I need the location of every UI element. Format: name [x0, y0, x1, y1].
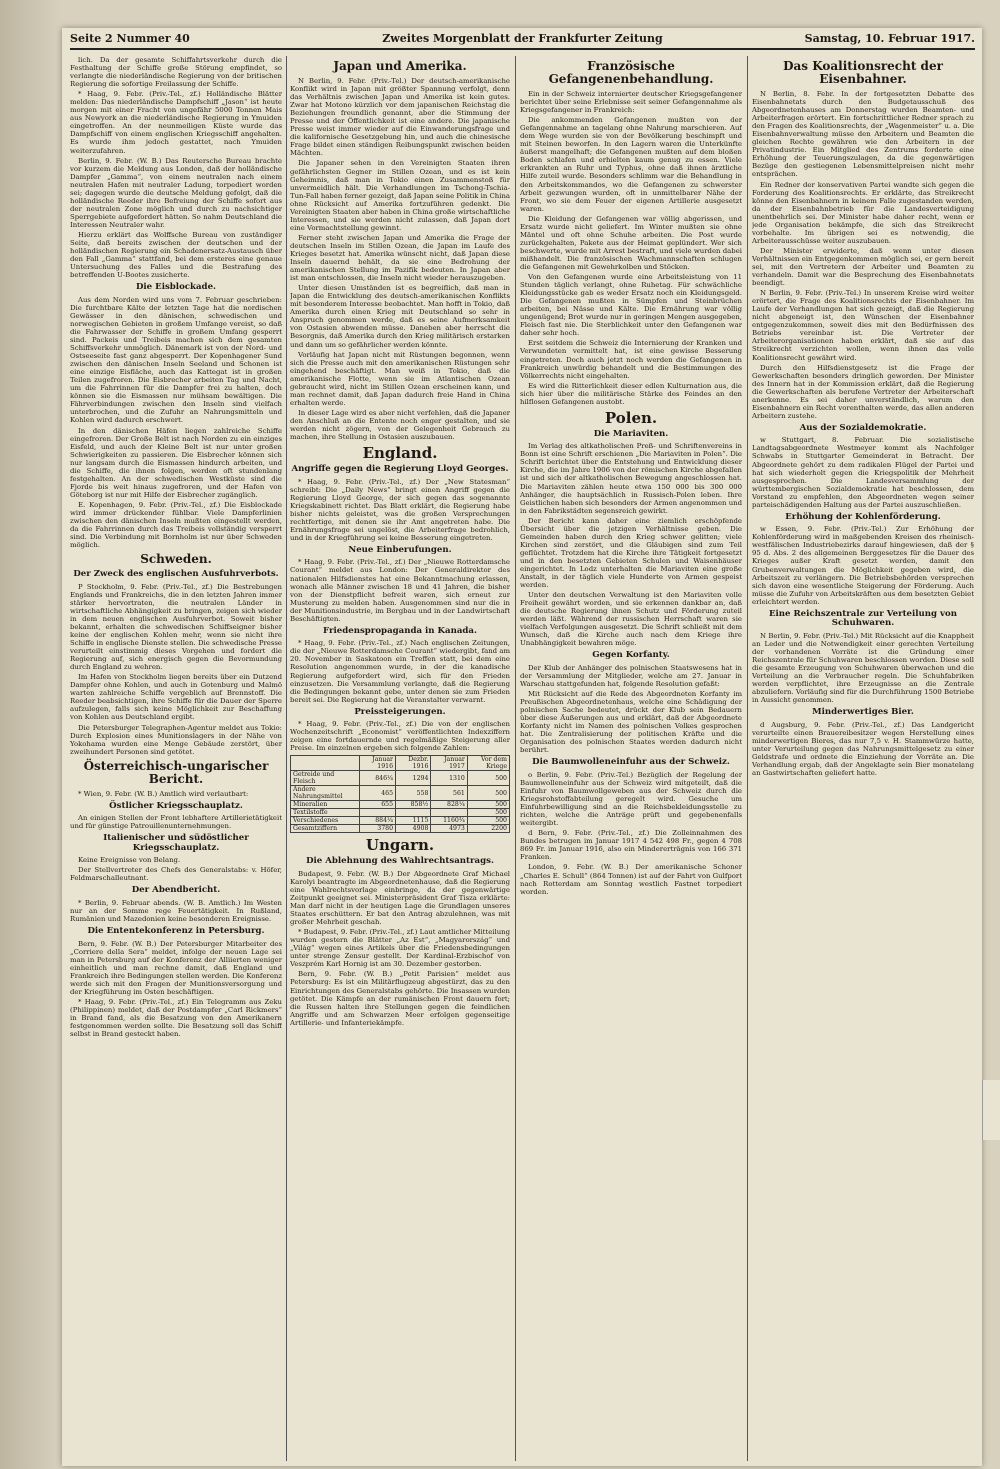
article-text: o Berlin, 9. Febr. (Priv.-Tel.) Bezüglich der Regelung der Baumwolleneinfuhr aus der Schweiz wird mitgeteilt, daß die Einfuhr von Baumwollgeweben aus der Schweiz durch die Kriegsrohstoffabteilung geregelt wird. Gesuche um Einfuhrbewilligung sind an die Reichsbekleidungsstelle zu richten, welche die Anträge prüft und gegebenenfalls weitergibt. [520, 770, 742, 828]
table-cell: 3780 [359, 825, 395, 833]
paper-title: Zweites Morgenblatt der Frankfurter Zeitung [382, 32, 663, 45]
article-text: Der Bericht kann daher eine ziemlich erschöpfende Übersicht über die jetzigen Verhältnisse geben. Die Gemeinden haben durch den Krieg schwer gelitten; viele Kirchen sind zerstört, und die Gläubigen sind zum Teil geflüchtet. Trotzdem hat die Kirche ihre Tätigkeit fortgesetzt und in den besetzten Gebieten Schulen und Waisenhäuser eingerichtet. In Lodz unterhalten die Mariaviten eine große Anstalt, in der täglich viele Hunderte von Armen gespeist werden. [520, 516, 742, 590]
headline: Die Ablehnung des Wahlrechtsantrags. [306, 856, 494, 867]
issue-date: Samstag, 10. Februar 1917. [804, 32, 975, 45]
table-cell: 4973 [431, 825, 467, 833]
table-row [291, 809, 510, 817]
page-number: Seite 2 Nummer 40 [70, 32, 190, 45]
headline: Minderwertiges Bier. [812, 707, 914, 718]
table-cell: 500 [467, 817, 509, 825]
article-text: Bern, 9. Febr. (W. B.) „Petit Parisien“ meldet aus Petersburg: Es ist ein Militärflugzeug abgestürzt, das zu den Einrichtungen des Generalstabs gehörte. Die Insassen wurden getötet. Die Kämpfe an der rumänischen Front dauern fort; die Russen halten ihre Stellungen gegen die feindlichen Angriffe und am Schwarzen Meer erfolgen gegenseitige Artillerie- und Infanteriekämpfe. [290, 970, 510, 1027]
article-text: Erst seitdem die Schweiz die Internierung der Kranken und Verwundeten vermittelt hat, ist eine gewisse Besserung eingetreten. Doch auch jetzt noch werden die Gefangenen in Frankreich unwürdig behandelt und die Bestimmungen des Völkerrechts nicht eingehalten. [520, 339, 742, 380]
table-cell: 846¼ [359, 771, 395, 786]
headline: Erhöhung der Kohlenförderung. [785, 511, 941, 522]
article-text: * Haag, 9. Febr. (Priv.-Tel., zf.) Holländische Blätter melden: Das niederländische Dampfschiff „Jason“ ist heute morgen mit einer Fracht von ungefähr 5000 Tonnen Mais aus Newyork an die niederländische Regierung in Ymuiden eingetroffen. An der neunmeiligen Küste wurde das Dampfschiff von einem englischen Kriegsschiff angehalten. Es wurde ihm jedoch gestattet, nach Ymuiden weiterzufahren. [70, 90, 282, 155]
article-text: * Haag, 9. Febr. (Priv.-Tel., zf.) Ein Telegramm aus Zeku (Philippinen) meldet, daß der Postdampfer „Carl Rickmers“ in Brand fand, als die Besatzung von den Amerikanern festgenommen werden sollte. Die Besatzung soll das Schiff selbst in Brand gesteckt haben. [70, 997, 282, 1039]
section-title: Ungarn. [365, 836, 435, 855]
price-index-table [290, 755, 510, 833]
article-text: Hierzu erklärt das Wolffsche Bureau von zuständiger Seite, daß bereits zwischen der deutschen und der holländischen Regierung ein Schadenersatz-Austausch über den Fall „Gamma“ stattfand, bei dem ersteres eine genaue Untersuchung des Falles und die Bestrafung des betreffenden U-Bootes zusicherte. [70, 230, 282, 280]
section-title: Polen. [604, 408, 658, 427]
article-text: Bern, 9. Febr. (W. B.) Der Petersburger Mitarbeiter des „Corriere della Sera“ meldet, infolge der neuen Lage sei man in Petersburg auf der Konferenz der Alliierten weniger einheitlich und man rechne damit, daß England und Frankreich ihre Bedingungen stellen werden. Die Konferenz werde sich mit den Fragen der Munitionsversorgung und der Kriegführung im Osten beschäftigen. [70, 939, 282, 996]
table-row [291, 771, 510, 786]
article-text: Die Japaner sehen in den Vereinigten Staaten ihren gefährlichsten Gegner im Stillen Ozean, und es ist kein Geheimnis, daß man in Tokio einen Zusammenstoß für unvermeidlich hält. Die Verhandlungen im Tschong-Tschia-Tun-Fall haben ferner gezeigt, daß Japan seine Politik in China ohne Rücksicht auf Amerika fortzuführen gedenkt. Die Vereinigten Staaten aber haben in China große wirtschaftliche Interessen, und sie werden nicht zulassen, daß Japan dort eine Vormachtstellung gewinnt. [290, 159, 510, 232]
section-title: Französische Gefangenenbehandlung. [548, 59, 714, 86]
column-2 [290, 56, 510, 1461]
article-text: N Berlin, 9. Febr. (Priv.-Tel.) Der deutsch-amerikanische Konflikt wird in Japan mit größter Spannung verfolgt, denn das Verhältnis zwischen Japan und Amerika ist kein gutes. Zwar hat Motono kürzlich vor dem japanischen Reichstag die Beziehungen freundlich genannt, aber die Stimmung der Presse und der Öffentlichkeit ist eine andere. Die japanische Presse weist immer wieder auf die Einwanderungsfrage und die kalifornische Gesetzgebung hin, und auch die chinesische Frage bildet einen ständigen Reibungspunkt zwischen beiden Mächten. [290, 77, 510, 158]
article-text: Es wird die Ritterlichkeit dieser edlen Kulturnation aus, die sich hier über die militärische Stärke des Feindes an den hilflosen Gefangenen austobt. [520, 381, 742, 406]
table-cell: 1310 [431, 771, 467, 786]
table-cell: 558 [396, 786, 431, 801]
headline: Eine Reichszentrale zur Verteilung von Schuhwaren. [768, 608, 958, 629]
table-cell: Andere Nahrungsmittel [291, 786, 360, 801]
table-cell: 1294 [396, 771, 431, 786]
article-text: Mit Rücksicht auf die Rede des Abgeordneten Korfanty im Preußischen Abgeordnetenhaus, welche eine Schädigung der polnischen Sache bedeutet, drückt der Klub sein Bedauern über diese Äußerungen aus und erklärt, daß der Abgeordnete Korfanty nicht im Namen des polnischen Volkes gesprochen hat. Die Zentralisierung der politischen Kräfte und die Organisation des polnischen Staates werden dadurch nicht berührt. [520, 690, 742, 755]
article-text: d Augsburg, 9. Febr. (Priv.-Tel., zf.) Das Landgericht verurteilte einen Brauereibesitzer wegen Herstellung eines minderwertigen Bieres, das nur 7,5 v. H. Stammwürze hatte, unter Verurteilung gegen das Nahrungsmittelgesetz zu einer Geldstrafe und ordnete die Einziehung der Vorräte an. Die Verhandlung ergab, daß der Angeklagte sein Bier monatelang an Gastwirtschaften geliefert hatte. [752, 720, 974, 777]
article-text: E. Kopenhagen, 9. Febr. (Priv.-Tel., zf.) Die Eisblockade wird immer drückender fühlbar. Viele Dampferlinien zwischen den dänischen Inseln mußten eingestellt werden, da die Fahrrinnen durch das Treibeis vollständig versperrt sind. Die Verbindung mit Bornholm ist nur über Schweden möglich. [70, 500, 282, 550]
article-text: Im Verlag des altkatholischen Preß- und Schriftenvereins in Bonn ist eine Schrift erschienen „Die Mariaviten in Polen“. Die Schrift berichtet über die Entstehung und Entwicklung dieser Kirche, die im Jahre 1906 von der römischen Kirche abgefallen ist und sich der altkatholischen Bewegung angeschlossen hat. Die Mariaviten zählen heute etwa 150 000 bis 300 000 Anhänger, die hauptsächlich in Russisch-Polen leben. Ihre Geistlichen haben sich besonders der Armen angenommen und in den Fabrikstädten segensreich gewirkt. [520, 442, 742, 515]
article-text: P Stockholm, 9. Febr. (Priv.-Tel., zf.) Die Bestrebungen Englands und Frankreichs, die in den letzten Jahren immer stärker hervortraten, die neutralen Länder in wirtschaftliche Abhängigkeit zu bringen, zeigen sich wieder in dem neuen englischen Ausfuhrverbot. Soweit bisher bekannt, erhalten die schwedischen Schiffseigner bisher keine der englischen Kohlen mehr, wenn sie nicht ihre Schiffe in englische Dienste stellen. Die schwedische Presse verurteilt einstimmig dieses Vorgehen und fordert die Regierung auf, sich energisch gegen die Bevormundung durch England zu wehren. [70, 582, 282, 672]
section-title: Österreichisch-ungarischer Bericht. [83, 758, 269, 786]
table-cell: 858½ [396, 801, 431, 809]
table-cell: Mineralien [291, 801, 360, 809]
headline: Die Ententekonferenz in Petersburg. [87, 926, 265, 937]
headline: Der Abendbericht. [131, 885, 221, 896]
torn-edge [982, 1080, 1000, 1140]
table-cell: 465 [359, 786, 395, 801]
headline: Neue Einberufungen. [348, 544, 452, 555]
headline: Angriffe gegen die Regierung Lloyd Georges. [291, 464, 509, 475]
table-cell [359, 809, 395, 817]
table-header-cell: Januar 1916 [359, 756, 395, 771]
table-cell: 1115 [396, 817, 431, 825]
article-text: Im Hafen von Stockholm liegen bereits über ein Dutzend Dampfer ohne Kohlen, und auch in Gotenburg und Malmö warten zahlreiche Schiffe vergeblich auf Brennstoff. Die Reeder beabsichtigen, ihre Schiffe für die Dauer der Sperre aufzulegen, falls sich keine Möglichkeit zur Beschaffung von Kohlen aus Deutschland ergibt. [70, 673, 282, 722]
table-cell: 884¼ [359, 817, 395, 825]
table-cell: 500 [467, 809, 509, 817]
article-text: N Berlin, 8. Febr. In der fortgesetzten Debatte des Eisenbahnetats durch den Budgetausschuß des Abgeordnetenhauses am Donnerstag wurden Beamten- und Arbeiterfragen erörtert. Ein fortschrittlicher Redner sprach zu den Fragen des Koalitionsrechts, der „Wagenmeister“ u. a. Die Eisenbahnverwaltung müsse den Arbeitern und Beamten die gleichen Rechte gewähren wie den Arbeitern in der Privatindustrie. Ein Mitglied des Zentrums forderte eine Erhöhung der Teuerungszulagen, da die gegenwärtigen Bezüge den gestiegenen Lebensmittelpreisen nicht mehr entsprächen. [752, 90, 974, 179]
column-3 [520, 56, 742, 1461]
article-text: * Haag, 9. Febr. (Priv.-Tel., zf.) Die von der englischen Wochenzeitschrift „Economist“ veröffentlichten Indexziffern zeigen eine fortdauernde und regelmäßige Steigerung aller Preise. Im einzelnen ergeben sich folgende Zahlen: [290, 720, 510, 753]
table-cell: Getreide und Fleisch [291, 771, 360, 786]
table-cell: Gesamtziffern [291, 825, 360, 833]
article-text: * Budapest, 9. Febr. (Priv.-Tel., zf.) Laut amtlicher Mitteilung wurden gestern die Blätter „Az Est“, „Magyarország“ und „Világ“ wegen eines Artikels über die Friedensbedingungen unter strenge Zensur gestellt. Der Kardinal-Erzbischof von Veszprém Karl Hornig ist am 30. Dezember gestorben. [290, 928, 510, 969]
article-text: * Berlin, 9. Februar abends. (W. B. Amtlich.) Im Westen nur an der Somme rege Feuertätigkeit. In Rußland, Rumänien und Mazedonien keine besonderen Ereignisse. [70, 898, 282, 924]
column-rule [747, 56, 748, 1461]
article-text: * Haag, 9. Febr. (Priv.-Tel., zf.) Der „Nieuwe Rotterdamsche Courant“ meldet aus London: Der Generaldirektor des nationalen Hilfsdienstes hat eine Bekanntmachung erlassen, wonach alle Männer zwischen 18 und 41 Jahren, die bisher von der Dienstpflicht befreit waren, sich erneut zur Musterung zu melden haben. Ausgenommen sind nur die in der Munitionsindustrie, im Bergbau und in der Landwirtschaft Beschäftigten. [290, 558, 510, 623]
article-text: Keine Ereignisse von Belang. [78, 856, 181, 865]
page-edge [0, 0, 62, 1469]
article-text: Der Stellvertreter des Chefs des Generalstabs: v. Höfer, Feldmarschalleutnant. [70, 866, 282, 883]
article-text: * Wien, 9. Febr. (W. B.) Amtlich wird verlautbart: [78, 789, 249, 798]
section-title: England. [362, 444, 438, 463]
table-cell: Verschiedenes [291, 817, 360, 825]
article-text: lich. Da der gesamte Schiffahrtsverkehr durch die Festhaltung der Schiffe große Störung empfindet, so verlangte die niederländische Regierung von der britischen Regierung die sofortige Freilassung der Schiffe. [70, 56, 282, 89]
table-cell: 500 [467, 801, 509, 809]
table-header-cell: Vor dem Kriege [467, 756, 509, 771]
headline: Die Mariaviten. [593, 428, 669, 439]
article-text: N Berlin, 9. Febr. (Priv.-Tel.) In unserem Kreise wird weiter erörtert, die Frage des Koalitionsrechts der Eisenbahner. Im Laufe der Verhandlungen hat sich gezeigt, daß die Regierung nicht abgeneigt ist, den Wünschen der Eisenbahner entgegenzukommen, soweit dies mit den Bedürfnissen des Betriebs vereinbar ist. Die Vertreter der Arbeiterorganisationen haben erklärt, daß sie auf das Streikrecht verzichten wollen, wenn ihnen das volle Koalitionsrecht gewährt wird. [752, 289, 974, 362]
table-row [291, 786, 510, 801]
article-text: d Bern, 9. Febr. (Priv.-Tel., zf.) Die Zolleinnahmen des Bundes betrugen im Januar 1917 4 542 498 Fr., gegen 4 708 869 Fr. im Januar 1916, also ein Mindererträgnis von 166 371 Franken. [520, 829, 742, 862]
masthead [70, 32, 975, 50]
headline: Gegen Korfanty. [592, 650, 670, 661]
table-cell: Textilstoffe [291, 809, 360, 817]
article-text: Von den Gefangenen wurde eine Arbeitsleistung von 11 Stunden täglich verlangt, ohne Ruhetag. Für schwächliche Kleidungsstücke gab es weder Ersatz noch ein Kleidungsgeld. Die Gefangenen mußten in Sümpfen und Steinbrüchen arbeiten, bei Nässe und Kälte. Die Ernährung war völlig ungenügend; Brot wurde nur in geringen Mengen ausgegeben, Fleisch fast nie. Die Sterblichkeit unter den Gefangenen war daher sehr hoch. [520, 273, 742, 338]
section-title: Japan und Amerika. [333, 59, 467, 73]
article-text: N Berlin, 9. Febr. (Priv.-Tel.) Mit Rücksicht auf die Knappheit an Leder und die Notwendigkeit einer gerechten Verteilung der vorhandenen Vorräte ist die Gründung einer Reichszentrale für Schuhwaren beschlossen worden. Diese soll die gesamte Erzeugung von Schuhwaren überwachen und die Verteilung an die Verbraucher regeln. Die Schuhfabriken werden verpflichtet, ihre Erzeugnisse an die Zentrale abzuliefern. Vorläufig sind für die Durchführung 1500 Betriebe in Aussicht genommen. [752, 631, 974, 705]
column-4 [752, 56, 974, 1461]
table-header-cell [291, 756, 360, 771]
article-text: Durch den Hilfsdienstgesetz ist die Frage der Gewerkschaften besonders dringlich geworden. Der Minister des Innern hat in der Kommission erklärt, daß die Regierung die Gewerkschaften als berufene Vertreter der Arbeiterschaft anerkenne. Es sei daher unverständlich, warum den Eisenbahnern ein Recht vorenthalten werde, das allen anderen Arbeitern zustehe. [752, 363, 974, 420]
article-text: Die ankommenden Gefangenen mußten von der Gefangennahme an tagelang ohne Nahrung marschieren. Auf dem Wege wurden sie von der Bevölkerung beschimpft und mit Steinen beworfen. In den Lagern waren die Unterkünfte äußerst mangelhaft; die Gefangenen mußten auf dem bloßen Boden schlafen und erhielten kaum genug zu essen. Viele erkrankten an Ruhr und Typhus, ohne daß ihnen ärztliche Hilfe zuteil wurde. Besonders schlimm war die Behandlung in den Arbeitskommandos, wo die Gefangenen zu schwerster Arbeit gezwungen wurden, oft in unmittelbarer Nähe der Front, wo sie dem Feuer der eigenen Artillerie ausgesetzt waren. [520, 116, 742, 213]
article-text: London, 9. Febr. (W. B.) Der amerikanische Schoner „Charles E. Schull“ (864 Tonnen) ist auf der Fahrt von Gulfport nach Rotterdam am Sonntag westlich Fastnet torpediert worden. [520, 863, 742, 896]
table-row [291, 825, 510, 833]
table-cell: 500 [467, 786, 509, 801]
table-header-cell: Dezbr. 1916 [396, 756, 431, 771]
table-cell: 655 [359, 801, 395, 809]
article-text: An einigen Stellen der Front lebhaftere Artillerietätigkeit und für günstige Patrouillenunternehmungen. [70, 814, 282, 831]
article-text: Vorläufig hat Japan nicht mit Rüstungen begonnen, wenn sich die Presse auch mit den amerikanischen Rüstungen sehr eingehend beschäftigt. Man weiß in Tokio, daß die amerikanische Flotte, wenn sie im Atlantischen Ozean gebraucht wird, nicht im Stillen Ozean erscheinen kann, und man rechnet damit, daß Japan dadurch freie Hand in China erhalten werde. [290, 350, 510, 407]
article-text: Der Minister erwiderte, daß wenn unter diesen Verhältnissen ein Entgegenkommen möglich sei, er gern bereit sei, mit den Vertretern der Arbeiter und Beamten zu verhandeln. Damit war die Besprechung des Eisenbahnetats beendigt. [752, 246, 974, 288]
headline: Aus der Sozialdemokratie. [799, 422, 927, 433]
article-text: Unter den deutschen Verwaltung ist den Mariaviten volle Freiheit gewährt worden, und sie erkennen dankbar an, daß die deutsche Regierung ihnen Schutz und Förderung zuteil werden läßt. Während der russischen Herrschaft waren sie vielfach Verfolgungen ausgesetzt. Die Schrift schließt mit dem Wunsch, daß die Kirche auch nach dem Kriege ihre Unabhängigkeit bewahren möge. [520, 591, 742, 648]
article-text: Der Klub der Anhänger des polnischen Staatswesens hat in der Versammlung der Mitglieder, welche am 27. Januar in Warschau stattgefunden hat, folgende Resolution gefaßt: [520, 663, 742, 689]
table-cell: 2200 [467, 825, 509, 833]
headline: Italienischer und südöstlicher Kriegsschauplatz. [103, 833, 249, 853]
article-text: In den dänischen Häfen liegen zahlreiche Schiffe eingefroren. Der Große Belt ist nach Norden zu ein einziges Eisfeld, und auch der Kleine Belt ist nur unter großen Schwierigkeiten zu passieren. Die Eisbrecher können sich nur langsam durch die Eismassen hindurch arbeiten, und die Schiffe, die ihnen folgen, werden oft stundenlang festgehalten. An der schwedischen Westküste sind die Fjorde bis weit hinaus zugefroren, und der Hafen von Göteborg ist nur mit Hilfe der Eisbrecher zugänglich. [70, 426, 282, 499]
article-text: Unter diesen Umständen ist es begreiflich, daß man in Japan die Entwicklung des deutsch-amerikanischen Konflikts mit besonderem Interesse beobachtet. Man hofft in Tokio, daß Amerika durch einen Krieg mit Deutschland so sehr in Anspruch genommen werde, daß es seine Aufmerksamkeit von Ostasien abwenden müsse. Daneben aber herrscht die Besorgnis, daß Amerika durch den Krieg militärisch erstarken und dann um so gefährlicher werden könnte. [290, 284, 510, 349]
headline: Preissteigerungen. [354, 706, 446, 717]
table-cell: 561 [431, 786, 467, 801]
column-1 [70, 56, 282, 1461]
article-text: Die Kleidung der Gefangenen war völlig abgerissen, und Ersatz wurde nicht geliefert. Im Winter mußten sie ohne Mäntel und oft ohne Schuhe arbeiten. Die Post wurde zurückgehalten, Pakete aus der Heimat geplündert. Wer sich beschwerte, wurde mit Arrest bestraft, und viele wurden dabei mißhandelt. Die französischen Wachmannschaften schlugen die Gefangenen mit Gewehrkolben und Stöcken. [520, 214, 742, 271]
column-rule [515, 56, 516, 1461]
article-text: Aus dem Norden wird uns vom 7. Februar geschrieben: Die furchtbare Kälte der letzten Tage hat die nordischen Gewässer in den dänischen, schwedischen und norwegischen Gebieten in großem Umfange vereist, so daß die Fahrwasser der Schiffe in großem Umfang gesperrt sind. Packeis und Treibeis machen sich dem gesamten Schiffsverkehr unmöglich. Dänemark ist von der Nord- und Ostseeseite fast ganz abgesperrt. Der Kopenhagener Sund zwischen den dänischen Inseln Seeland und Schonen ist eine einzige Eisfläche, auch das Kattegat ist in großen Teilen zugefroren. Die Eisbrecher arbeiten Tag und Nacht, um die Fahrrinnen für die Dampfer frei zu halten, doch können sie die Eismassen nur mühsam bewältigen. Die Fährverbindungen zwischen den Inseln sind vielfach unterbrochen, und die Zufuhr an Nahrungsmitteln und Kohlen wird dadurch erschwert. [70, 295, 282, 425]
table-cell: 500 [467, 771, 509, 786]
article-text: Ferner steht zwischen Japan und Amerika die Frage der deutschen Inseln im Stillen Ozean, die Japan im Laufe des Krieges besetzt hat. Amerika wünscht nicht, daß Japan diese Inseln dauernd behält, da sie eine Bedrohung der amerikanischen Stellung im Pazifik bedeuten. In Japan aber ist man entschlossen, die Inseln nicht wieder herauszugeben. [290, 233, 510, 283]
section-title: Schweden. [140, 552, 212, 567]
headline: Der Zweck des englischen Ausfuhrverbots. [73, 569, 279, 580]
article-text: Berlin, 9. Febr. (W. B.) Das Reutersche Bureau brachte vor kurzem die Meldung aus London, daß der holländische Dampfer „Gamma“, von einem neutralen nach einem neutralen Hafen mit neutraler Ladung, torpediert worden sei; dagegen wurde die deutsche Meldung gefolgt, daß die holländische Reeder ihre Befreiung der Schiffe sofort aus der neutralen Zone möglich und durch zu nachsichtiger Sperrgebiete aufgefordert hätten. So nahm Deutschland die Interessen Neutraler wahr. [70, 156, 282, 229]
column-rule [286, 56, 287, 1461]
article-text: Budapest, 9. Febr. (W. B.) Der Abgeordnete Graf Michael Karolyi beantragte im Abgeordnetenhause, daß die Regierung eine Wahlrechtsvorlage einbringe, da der gegenwärtige Zeitpunkt geeignet sei. Ministerpräsident Graf Tisza erklärte: Man darf nicht in der heutigen Lage die Grundlagen unseres Staates erschüttern. Er bat den Antrag abzulehnen, was mit großer Mehrheit geschah. [290, 869, 510, 927]
table-cell [431, 809, 467, 817]
article-text: Ein in der Schweiz internierter deutscher Kriegsgefangener berichtet über seine Erlebnisse seit seiner Gefangennahme als Kriegsgefangener in Frankreich: [520, 90, 742, 115]
headline: Die Baumwolleneinfuhr aus der Schweiz. [532, 757, 730, 768]
article-text: w Essen, 9. Febr. (Priv.-Tel.) Zur Erhöhung der Kohlenförderung wird in maßgebenden Kreisen des rheinisch-westfälischen Industriebezirks darauf hingewiesen, daß der § 95 d. Abs. 2 des allgemeinen Berggesetzes für die Dauer des Krieges außer Kraft gesetzt werden, damit den Grubenverwaltungen die Möglichkeit gegeben wird, die Arbeitszeit zu verlängern. Die Betriebsbehörden versprechen sich davon eine wesentliche Steigerung der Förderung. Auch müsse die Zufuhr von Arbeitskräften aus dem besetzten Gebiet erleichtert werden. [752, 525, 974, 606]
article-text: In dieser Lage wird es aber nicht verfehlen, daß die Japaner den Anschluß an die Entente noch enger gestalten, und sie werden nicht zögern, von der Gelegenheit Gebrauch zu machen, ihre Stellung in Ostasien auszubauen. [290, 408, 510, 442]
table-cell: 828¼ [431, 801, 467, 809]
headline: Friedenspropaganda in Kanada. [323, 625, 477, 636]
table-cell: 1160¾ [431, 817, 467, 825]
article-text: * Haag, 9. Febr. (Priv.-Tel., zf.) Nach englischen Zeitungen, die der „Nieuwe Rotterdamsche Courant“ wiedergibt, fand am 20. November in Saskatoon ein Treffen statt, bei dem eine Resolution angenommen wurde, in der die kanadische Regierung aufgefordert wird, sich für den Frieden einzusetzen. Die Versammlung verlangte, daß die Regierung die Bedingungen bekannt gebe, unter denen sie zum Frieden bereit sei. Die Regierung hat die Veranstalter verwarnt. [290, 639, 510, 704]
article-text: Ein Redner der konservativen Partei wandte sich gegen die Forderung des Koalitionsrechts. Er erklärte, das Streikrecht könne den Eisenbahnern in keinem Falle zugestanden werden, da der Eisenbahnbetrieb für die Landesverteidigung unentbehrlich sei. Der Minister habe daher recht, wenn er jede Organisation bekämpfe, die sich das Streikrecht vorbehalte. Im übrigen sei es notwendig, die Arbeiterausschüsse weiter auszubauen. [752, 180, 974, 245]
headline: Östlicher Kriegsschauplatz. [109, 800, 243, 811]
table-cell [396, 809, 431, 817]
article-text: * Haag, 9. Febr. (Priv.-Tel., zf.) Der „New Statesman“ schreibt: Die „Daily News“ bringt einen Angriff gegen die Regierung Lloyd George, der sich gegen das sogenannte Kriegskabinett richtet. Das Blatt erklärt, die Regierung habe bisher nichts geleistet, was die großen Versprechungen rechtfertige, mit denen sie ihr Amt angetreten habe. Die Ernährungsfrage sei ungelöst, die Arbeiterfrage bedrohlich, und in der Kriegführung sei keine Besserung eingetreten. [290, 477, 510, 542]
table-row [291, 801, 510, 809]
article-text: Die Petersburger Telegraphen-Agentur meldet aus Tokio: Durch Explosion eines Munitionslagers in der Nähe von Yokohama wurden eine Menge Gebäude zerstört, über zweihundert Personen sind getötet. [70, 723, 282, 756]
section-title: Das Koalitionsrecht der Eisenbahner. [783, 59, 943, 86]
article-text: w Stuttgart, 8. Februar. Die sozialistische Landtagsabgeordnete Westmeyer kommt als Nachfolger Schwabs in Stuttgarter Gemeinderat in Betracht. Der Abgeordnete gehört zu dem radikalen Flügel der Partei und hat sich wiederholt gegen die Kriegspolitik der Mehrheit ausgesprochen. Die Landesversammlung der württembergischen Sozialdemokratie hat beschlossen, dem Vorstand zu empfehlen, den Abgeordneten wegen seiner parteischädigenden Haltung aus der Partei auszuschließen. [752, 436, 974, 509]
headline: Die Eisblockade. [135, 282, 217, 293]
table-header-cell: Januar 1917 [431, 756, 467, 771]
table-cell: 4908 [396, 825, 431, 833]
table-header-row [291, 756, 510, 771]
table-row [291, 817, 510, 825]
